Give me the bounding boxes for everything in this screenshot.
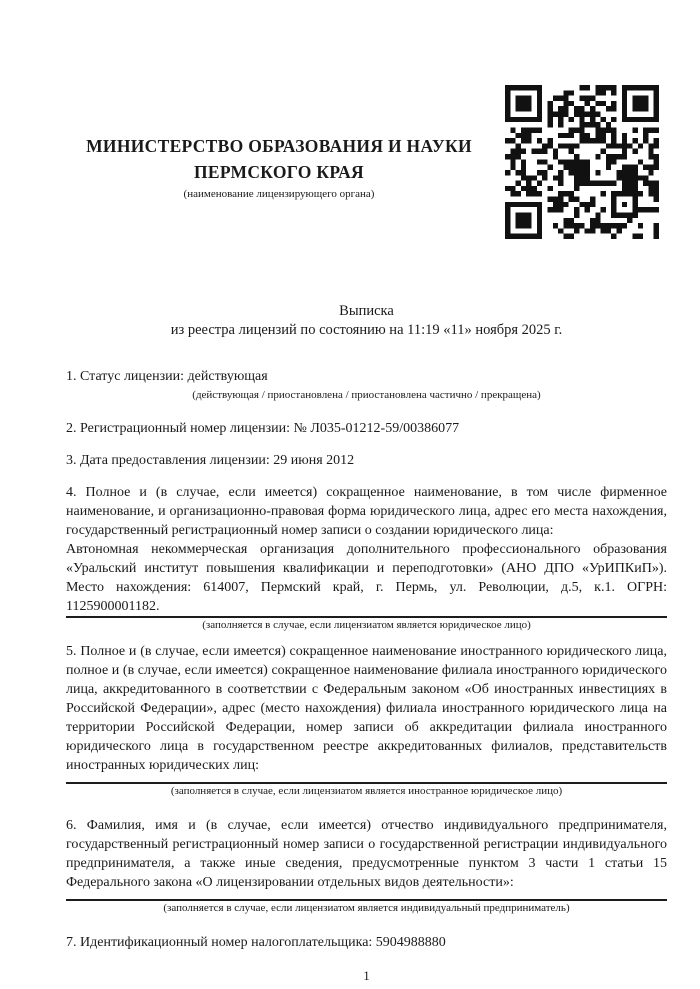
- grant-date-line: 3. Дата предоставления лицензии: 29 июня 2012: [66, 453, 355, 468]
- qr-code: [505, 85, 659, 239]
- entrepreneur-caption: (заполняется в случае, если лицензиатом является индивидуальный предприниматель): [163, 902, 570, 914]
- document-header: [66, 133, 492, 201]
- ministry-name-line1: МИНИСТЕРСТВО ОБРАЗОВАНИЯ И НАУКИ: [86, 136, 472, 156]
- legal-entity-prompt: 4. Полное и (в случае, если имеется) сокращенное наименование, в том числе фирменное наименование, и организационно-правовая форма юридического лица, адрес его места нахождения, государственный регистрационный номер записи о создании юридического лица:: [66, 485, 667, 538]
- foreign-entity-caption: (заполняется в случае, если лицензиатом является иностранное юридическое лицо): [170, 785, 563, 797]
- ministry-name-line2: ПЕРМСКОГО КРАЯ: [194, 162, 364, 182]
- license-status-line: 1. Статус лицензии: действующая: [66, 369, 268, 384]
- title-line2: из реестра лицензий по состоянию на 11:19 «11» ноября 2025 г.: [170, 322, 563, 338]
- status-options-caption: (действующая / приостановлена / приостановлена частично / прекращена): [192, 389, 541, 401]
- title-line1: Выписка: [339, 303, 394, 319]
- entrepreneur-prompt: 6. Фамилия, имя и (в случае, если имеется) отчество индивидуального предпринимателя, государственный регистрационный номер записи о государственной регистрации индивидуального предпринимателя, а также иные сведения, предусмотренные пунктом 3 части 1 статьи 15 Федерального закона «О лицензировании отдельных видов деятельности»:: [66, 818, 667, 890]
- page-number: 1: [363, 968, 370, 983]
- foreign-entity-prompt: 5. Полное и (в случае, если имеется) сокращенное наименование иностранного юридического лица, полное и (в случае, если имеется) сокращенное наименование филиала иностранного юридического лица, аккредитованного в соответствии с Федеральным законом «Об иностранных инвестициях в Российской Федерации», адрес (место нахождения) филиала иностранного юридического лица на территории Российской Федерации, номер записи об аккредитации филиала иностранного юридического лица в государственном реестре аккредитованных филиалов, представительств иностранных юридических лиц:: [66, 644, 667, 773]
- legal-entity-caption: (заполняется в случае, если лицензиатом является юридическое лицо): [202, 619, 531, 631]
- legal-entity-value: Автономная некоммерческая организация дополнительного профессионального образования «Уральский институт повышения квалификации и переподготовки» (АНО ДПО «УрИПКиП»). Место нахождения: 614007, Пермский край, г. Пермь, ул. Революции, д.5, к.1. ОГРН: 1125900001182.: [66, 542, 667, 614]
- qr-code-image: [505, 85, 659, 239]
- taxpayer-id-line: 7. Идентификационный номер налогоплательщика: 5904988880: [66, 935, 446, 950]
- document-title: [66, 302, 667, 340]
- licensing-authority-caption: (наименование лицензирующего органа): [183, 188, 375, 200]
- registration-number-line: 2. Регистрационный номер лицензии: № Л035-01212-59/00386077: [66, 421, 460, 436]
